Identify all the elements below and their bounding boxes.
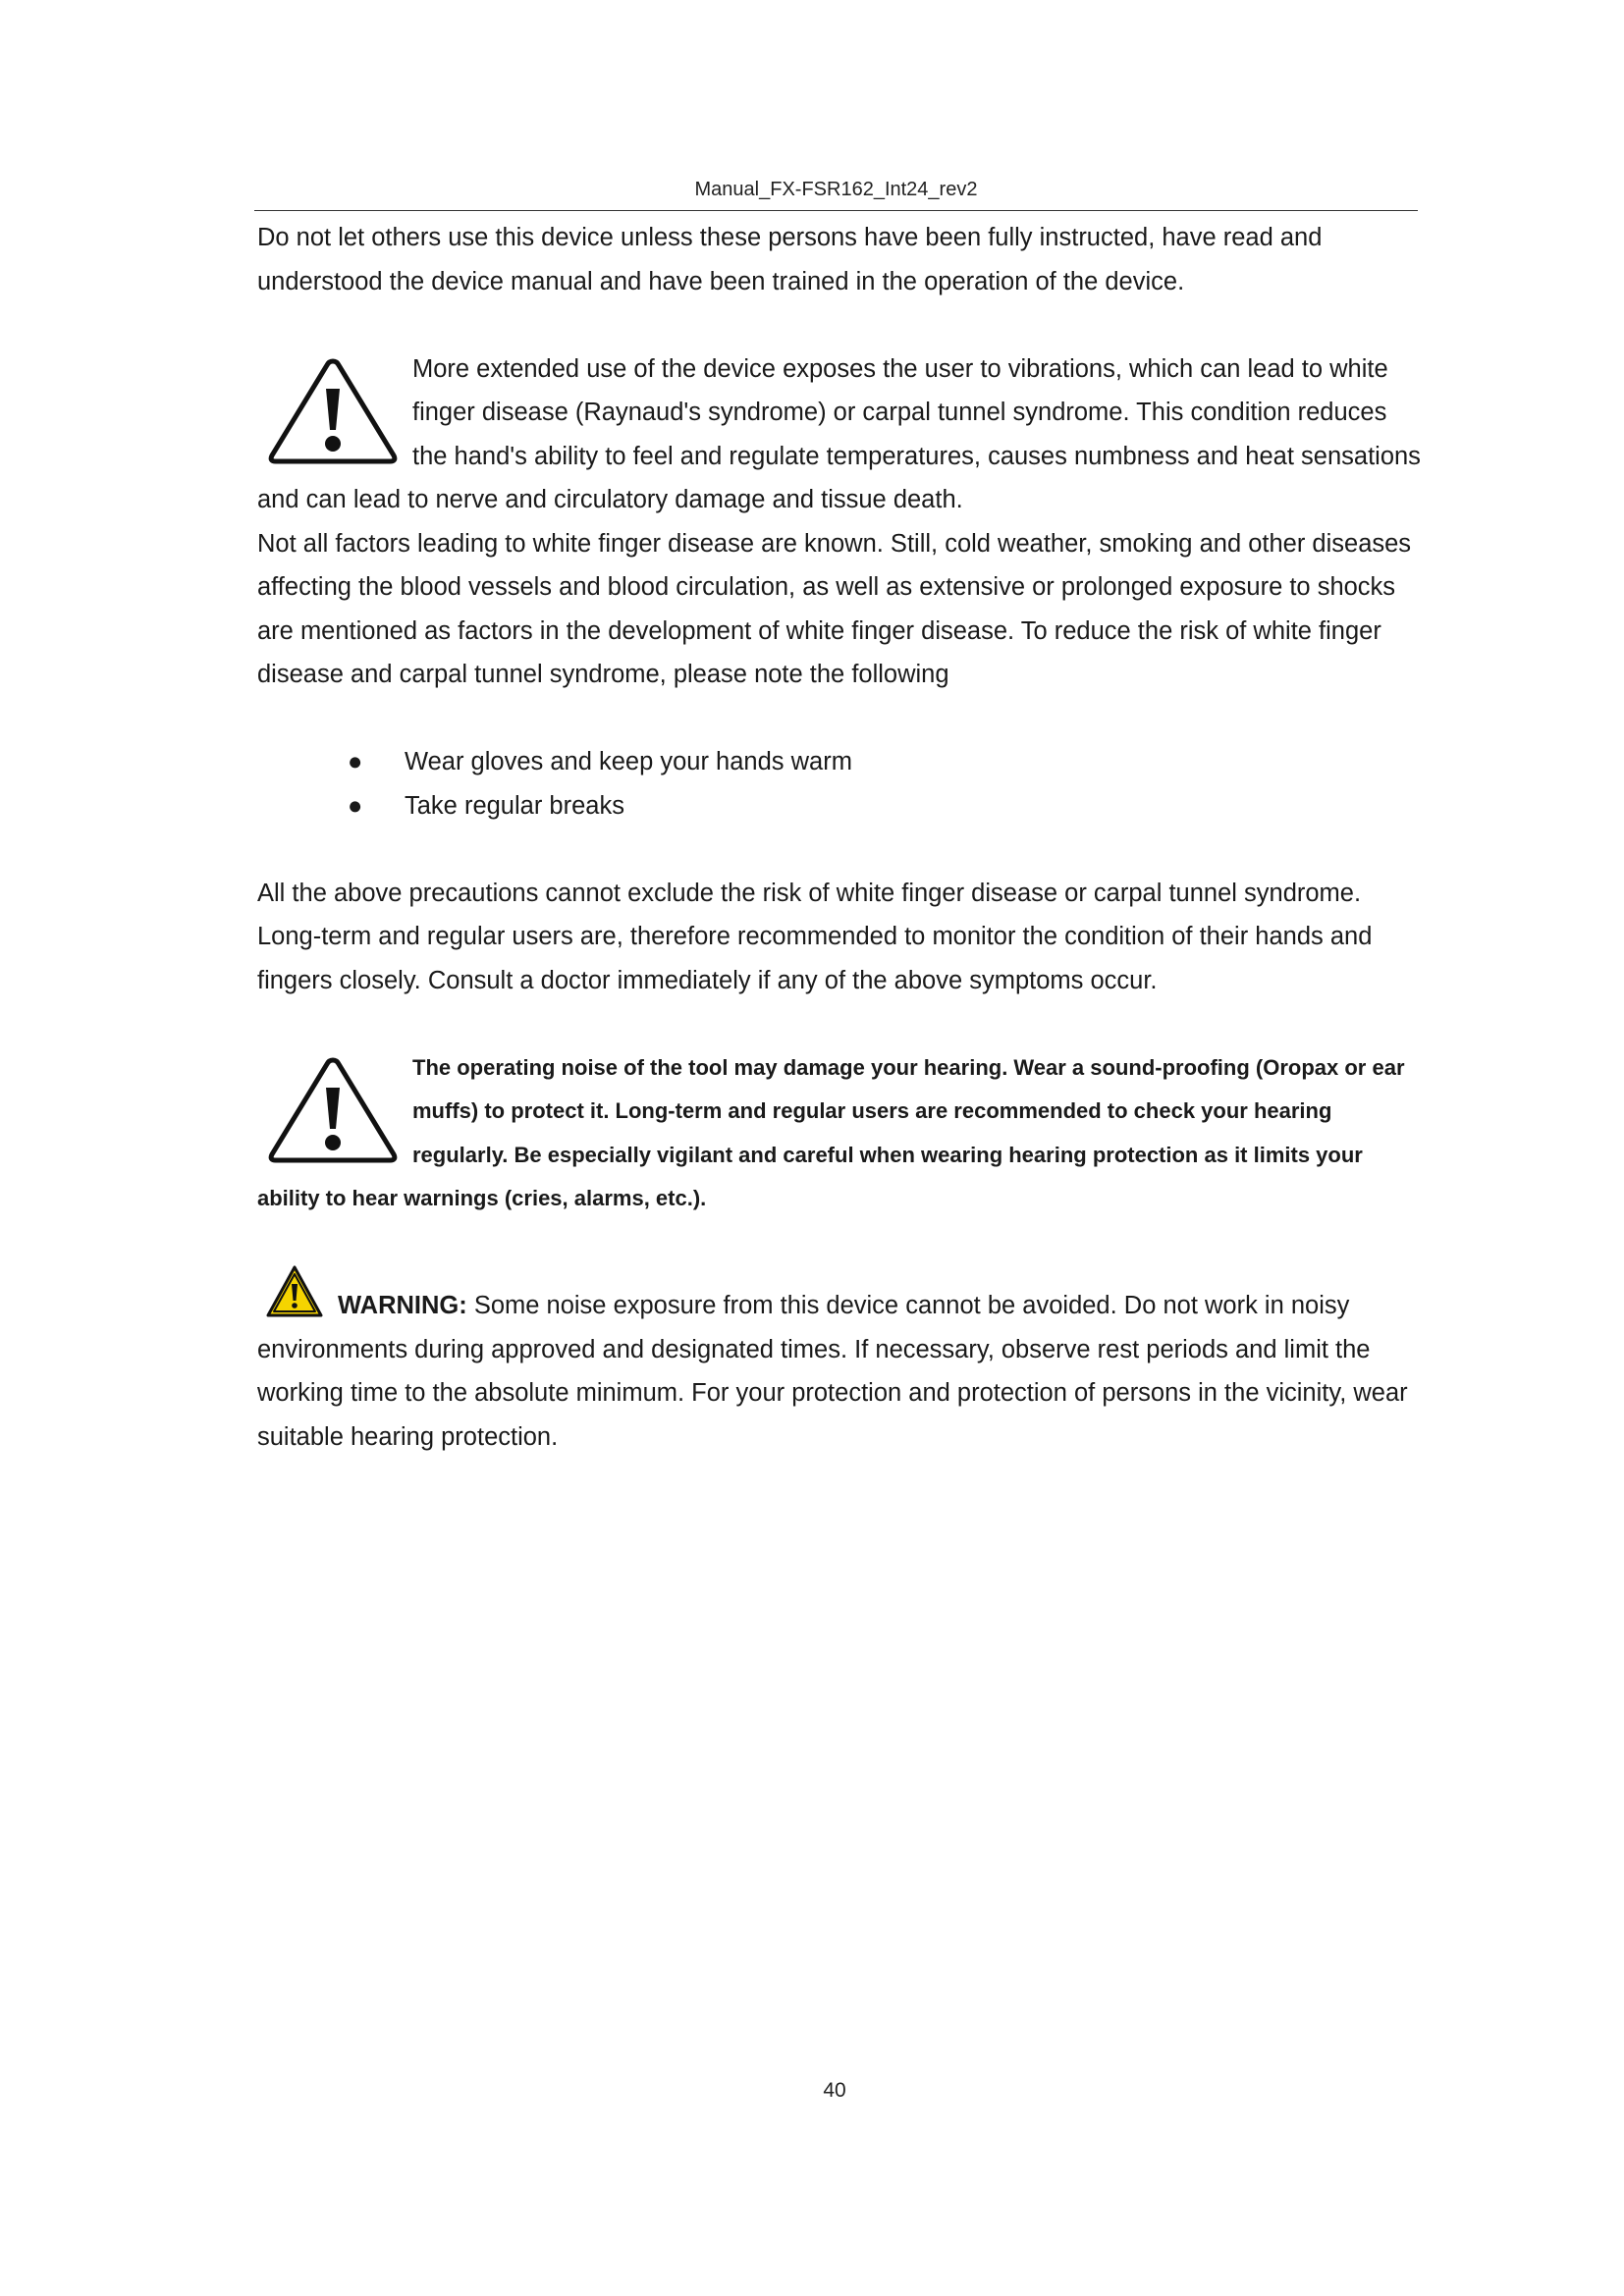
factors-paragraph: Not all factors leading to white finger disease are known. Still, cold weather, smoking and other diseases affecting the blood vessels and blood circulation, as well as extensive or prolonged exposure to shocks are mentioned as factors in the development of white finger disease. To reduce the risk of white finger disease and carpal tunnel syndrome, please note the following: [257, 529, 1412, 688]
page-header: Manual_FX-FSR162_Int24_rev2: [694, 179, 978, 200]
precautions-paragraph: All the above precautions cannot exclude the risk of white finger disease or carpal tunnel syndrome. Long-term and regular users are, therefore recommended to monitor the condition of their hands and fingers closely. Consult a doctor immediately if any of the above symptoms occur.: [257, 879, 1373, 994]
noise-warning-text: The operating noise of the tool may damage your hearing. Wear a sound-proofing (Oropax or ear muffs) to protect it. Long-term and regular users are recommended to check your hearing regularly. Be especially vigilant and careful when wearing hearing protection as it limits your ability to hear warnings (cries, alarms, etc.).: [257, 1054, 1405, 1210]
warning-yellow-icon: [265, 1264, 324, 1319]
bullet-icon: ●: [348, 748, 363, 775]
final-warning-text: Some noise exposure from this device cannot be avoided. Do not work in noisy environments during approved and designated times. If necessary, observe rest periods and limit the working time to the absolute minimum. For your protection and protection of persons in the vicinity, wear suitable hearing protection.: [257, 1292, 1408, 1451]
bullet-icon: ●: [348, 791, 363, 820]
header-divider: [254, 210, 1418, 211]
final-warning-paragraph: [257, 1264, 1421, 1459]
list-item-text: Wear gloves and keep your hands warm: [405, 748, 852, 775]
vibration-warning-text: More extended use of the device exposes the user to vibrations, which can lead to white finger disease (Raynaud's syndrome) or carpal tunnel syndrome. This condition reduces the hand's ability to feel and regulate temperatures, causes numbness and heat sensations and can lead to nerve and circulatory damage and tissue death.: [257, 354, 1421, 513]
page-body: [257, 216, 1421, 1459]
warning-triangle-icon: [265, 353, 401, 469]
warning-label: WARNING:: [338, 1292, 467, 1319]
vibration-warning-block: [257, 347, 1421, 522]
noise-warning-block: [257, 1046, 1421, 1221]
warning-triangle-icon: [265, 1052, 401, 1168]
list-item: [257, 784, 1421, 828]
intro-paragraph: Do not let others use this device unless these persons have been fully instructed, have read and understood the device manual and have been trained in the operation of the device.: [257, 224, 1323, 295]
list-item-text: Take regular breaks: [405, 791, 624, 820]
page-number: 40: [823, 2079, 846, 2102]
list-item: [257, 740, 1421, 784]
precaution-list: [257, 740, 1421, 828]
